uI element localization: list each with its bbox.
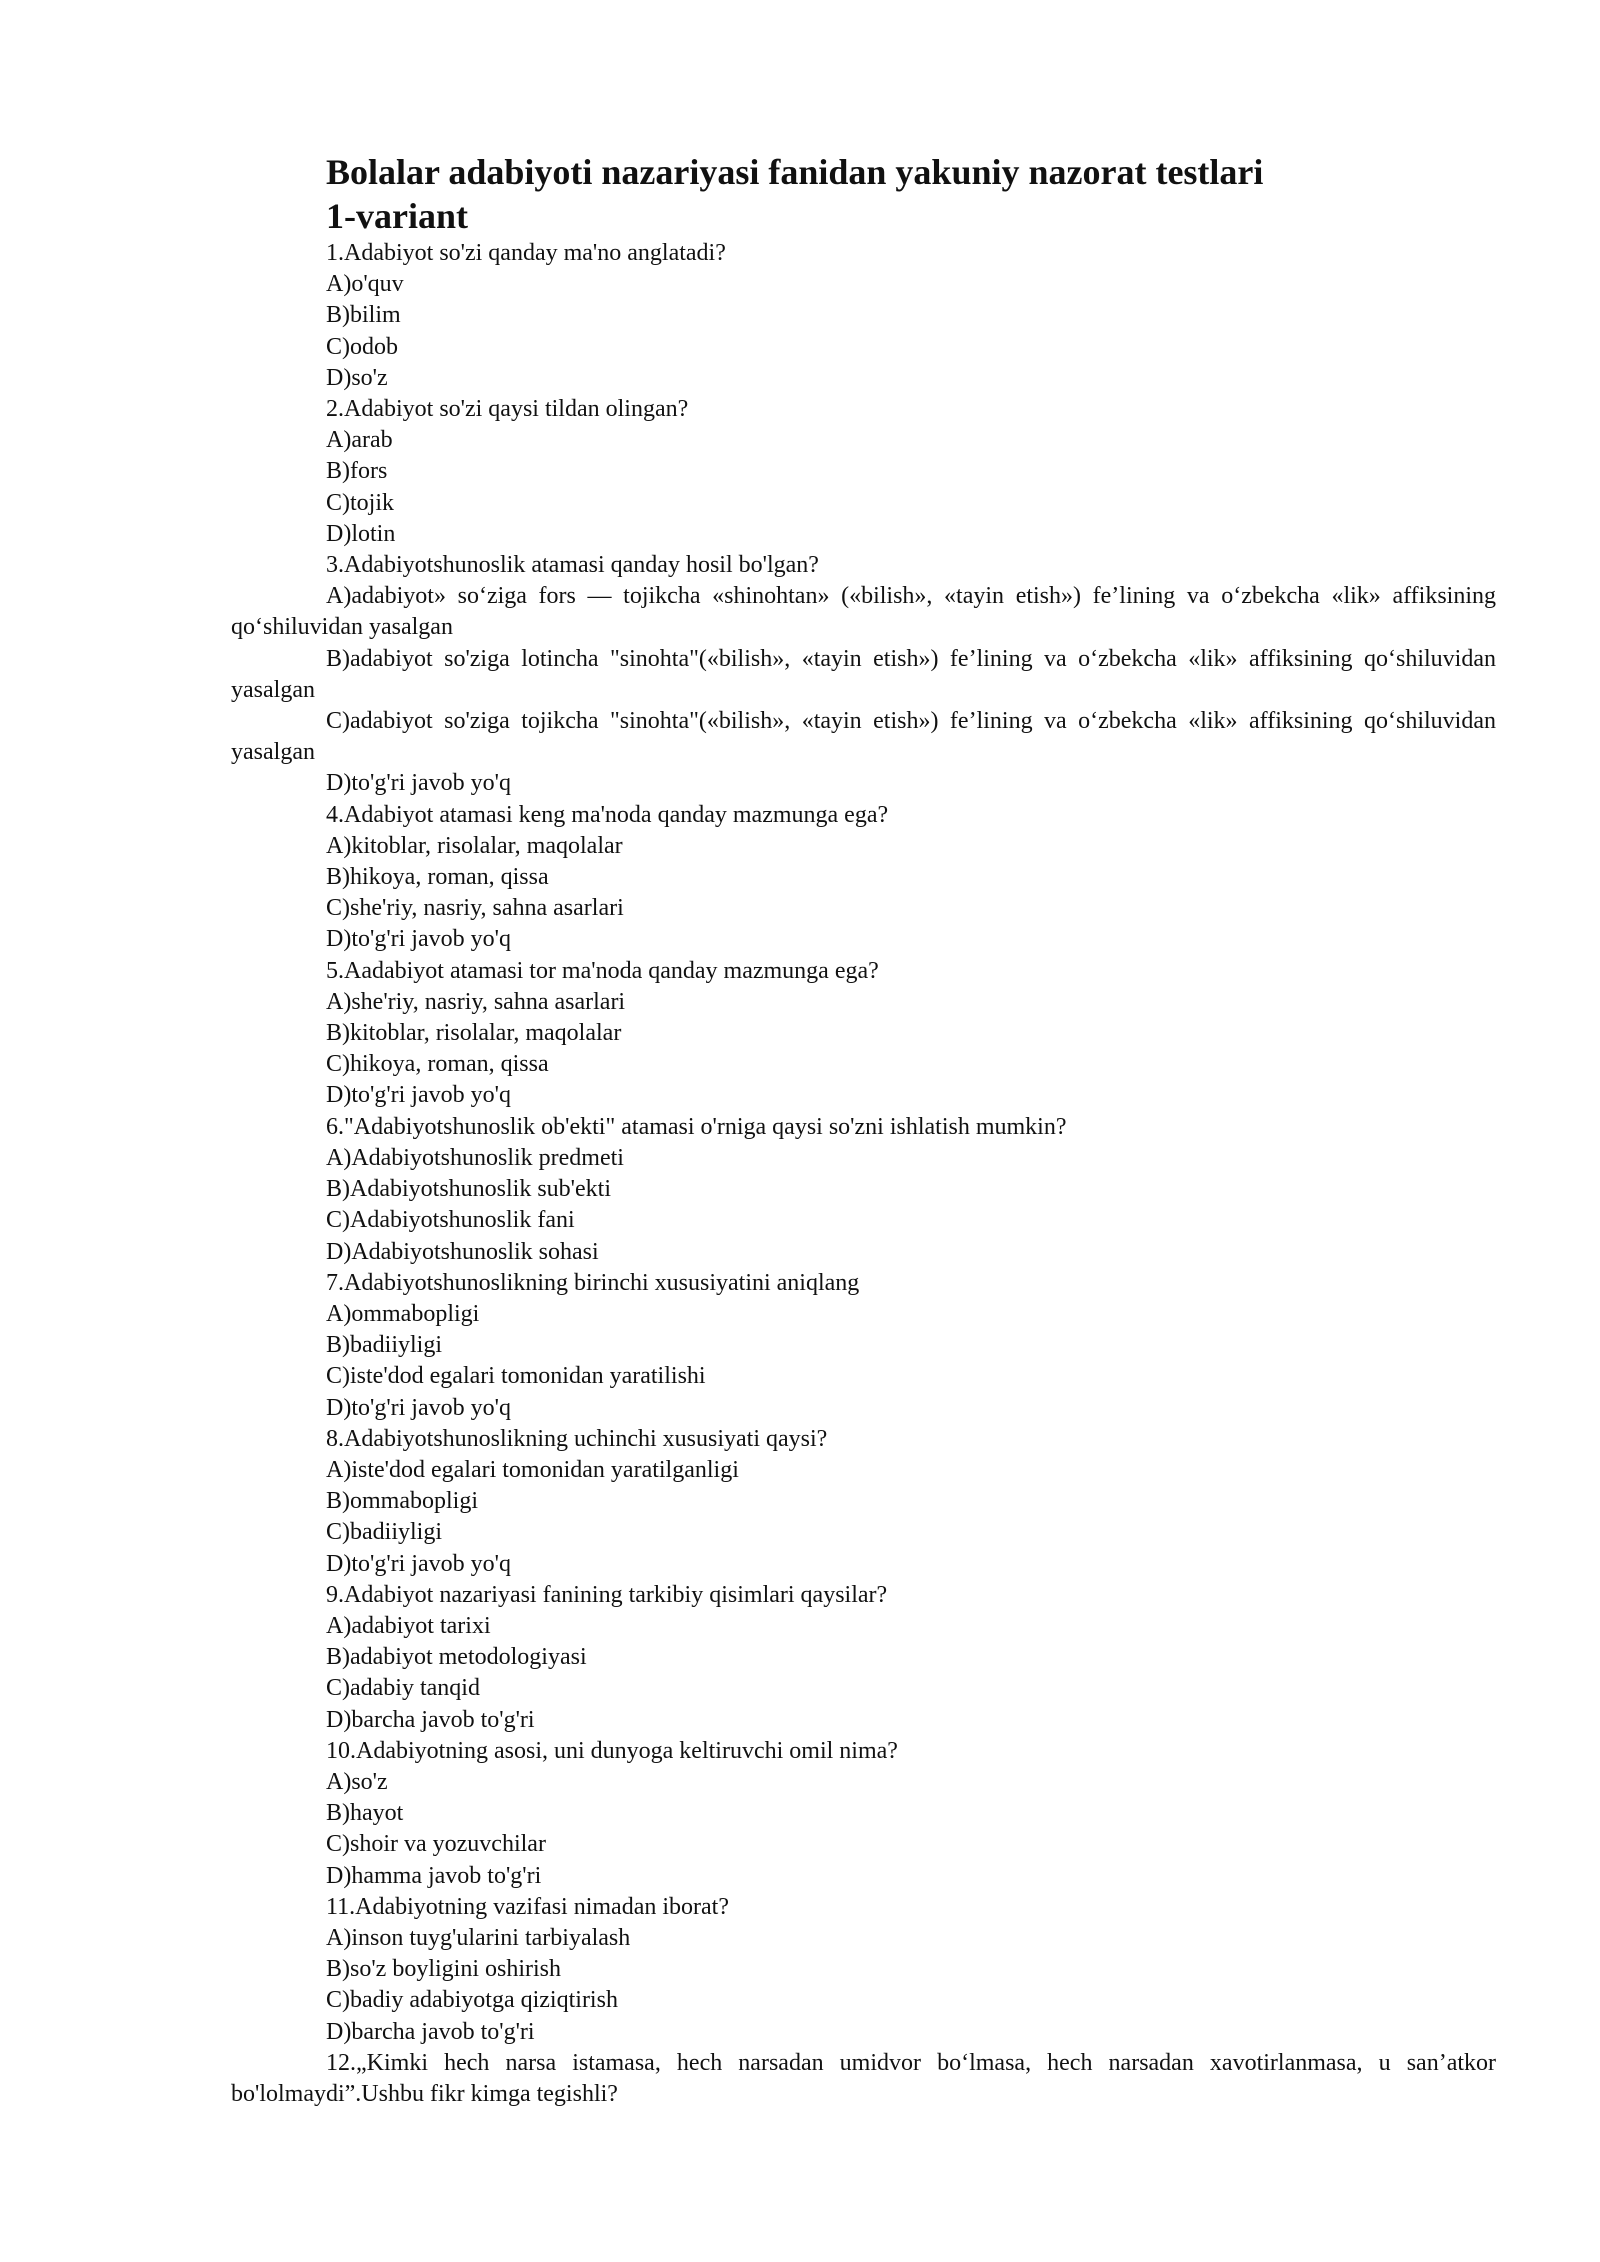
answer-option: A)so'z [326,1768,388,1795]
answer-option: A)inson tuyg'ularini tarbiyalash [326,1924,631,1951]
answer-option: C)shoir va yozuvchilar [326,1831,546,1858]
answer-option: D)barcha javob to'g'ri [326,2018,535,2045]
answer-option: D)to'g'ri javob yo'q [326,1082,511,1109]
question-text: 8.Adabiyotshunoslikning uchinchi xususiyati qaysi? [326,1425,828,1452]
question-block [231,1736,1496,1892]
answer-option: D)to'g'ri javob yo'q [326,1550,511,1577]
answer-option: A)adabiyot» so‘ziga fors — tojikcha «shinohtan» («bilish», «tayin etish») fe’lining va o‘zbekcha «lik» affiksining qo‘shiluvidan yasalgan [231,583,1496,641]
question-text: 11.Adabiyotning vazifasi nimadan iborat? [326,1893,729,1920]
question-text: 2.Adabiyot so'zi qaysi tildan olingan? [326,396,689,423]
answer-option: C)iste'dod egalari tomonidan yaratilishi [326,1363,706,1390]
answer-option: B)badiiyligi [326,1332,442,1359]
answer-option: B)kitoblar, risolalar, maqolalar [326,1020,622,1047]
answer-option: B)so'z boyligini oshirish [326,1956,561,1983]
answer-option: B)adabiyot metodologiyasi [326,1644,587,1671]
question-block [231,1424,1496,1580]
question-block [231,1580,1496,1736]
answer-option: C)Adabiyotshunoslik fani [326,1207,575,1234]
document-content [231,150,1496,2110]
question-block [231,1112,1496,1268]
answer-option: C)she'riy, nasriy, sahna asarlari [326,895,624,922]
answer-option: A)Adabiyotshunoslik predmeti [326,1144,624,1171]
answer-option: A)arab [326,427,393,454]
answer-option: B)ommabopligi [326,1488,478,1515]
question-text: 5.Aadabiyot atamasi tor ma'noda qanday mazmunga ega? [326,957,879,984]
answer-option: D)hamma javob to'g'ri [326,1862,542,1889]
answer-option: A)iste'dod egalari tomonidan yaratilganligi [326,1456,739,1483]
answer-option: C)hikoya, roman, qissa [326,1051,549,1078]
question-list [231,238,1496,2110]
answer-option: C)adabiyot so'ziga tojikcha "sinohta"(«bilish», «tayin etish») fe’lining va o‘zbekcha «lik» affiksining qo‘shiluvidan yasalgan [231,708,1496,766]
answer-option: D)to'g'ri javob yo'q [326,1394,511,1421]
answer-option: B)hayot [326,1800,404,1827]
question-text: 3.Adabiyotshunoslik atamasi qanday hosil bo'lgan? [326,552,819,579]
question-block [231,550,1496,800]
answer-option: C)adabiy tanqid [326,1675,480,1702]
question-block [231,800,1496,956]
answer-option: D)to'g'ri javob yo'q [326,770,511,797]
answer-option: C)odob [326,333,398,360]
question-text: 1.Adabiyot so'zi qanday ma'no anglatadi? [326,240,726,266]
answer-option: D)Adabiyotshunoslik sohasi [326,1238,599,1265]
question-text: 7.Adabiyotshunoslikning birinchi xususiyatini aniqlang [326,1269,860,1296]
question-block [231,238,1496,394]
question-block [231,1268,1496,1424]
answer-option: D)to'g'ri javob yo'q [326,926,511,953]
question-text: 10.Adabiyotning asosi, uni dunyoga keltiruvchi omil nima? [326,1737,898,1764]
answer-option: A)ommabopligi [326,1300,480,1327]
answer-option: B)Adabiyotshunoslik sub'ekti [326,1176,611,1203]
question-text: 6."Adabiyotshunoslik ob'ekti" atamasi o'rniga qaysi so'zni ishlatish mumkin? [326,1113,1067,1140]
question-text: 4.Adabiyot atamasi keng ma'noda qanday mazmunga ega? [326,801,889,828]
question-block [231,1892,1496,2048]
answer-option: B)bilim [326,302,401,329]
question-text: 12.„Kimki hech narsa istamasa, hech narsadan umidvor bo‘lmasa, hech narsadan xavotirlanmasa, u san’atkor bo'lolmaydi”.Ushbu fikr kimga tegishli? [231,2049,1496,2107]
answer-option: A)she'riy, nasriy, sahna asarlari [326,988,626,1015]
answer-option: A)o'quv [326,271,404,298]
question-block [231,956,1496,1112]
question-text: 9.Adabiyot nazariyasi fanining tarkibiy qisimlari qaysilar? [326,1581,888,1608]
answer-option: C)tojik [326,489,395,516]
answer-option: B)hikoya, roman, qissa [326,864,549,891]
answer-option: A)kitoblar, risolalar, maqolalar [326,832,623,859]
document-title: Bolalar adabiyoti nazariyasi fanidan yakuniy nazorat testlari [326,152,1264,192]
answer-option: D)so'z [326,364,388,391]
question-block [231,394,1496,550]
answer-option: B)fors [326,458,388,485]
answer-option: D)lotin [326,520,396,547]
answer-option: C)badiy adabiyotga qiziqtirish [326,1987,618,2014]
answer-option: A)adabiyot tarixi [326,1612,491,1639]
answer-option: B)adabiyot so'ziga lotincha "sinohta"(«bilish», «tayin etish») fe’lining va o‘zbekcha «lik» affiksining qo‘shiluvidan yasalgan [231,645,1496,703]
title-block [231,150,1496,238]
variant-label: 1-variant [326,196,468,236]
answer-option: C)badiiyligi [326,1519,442,1546]
question-block [231,2048,1496,2110]
answer-option: D)barcha javob to'g'ri [326,1706,535,1733]
